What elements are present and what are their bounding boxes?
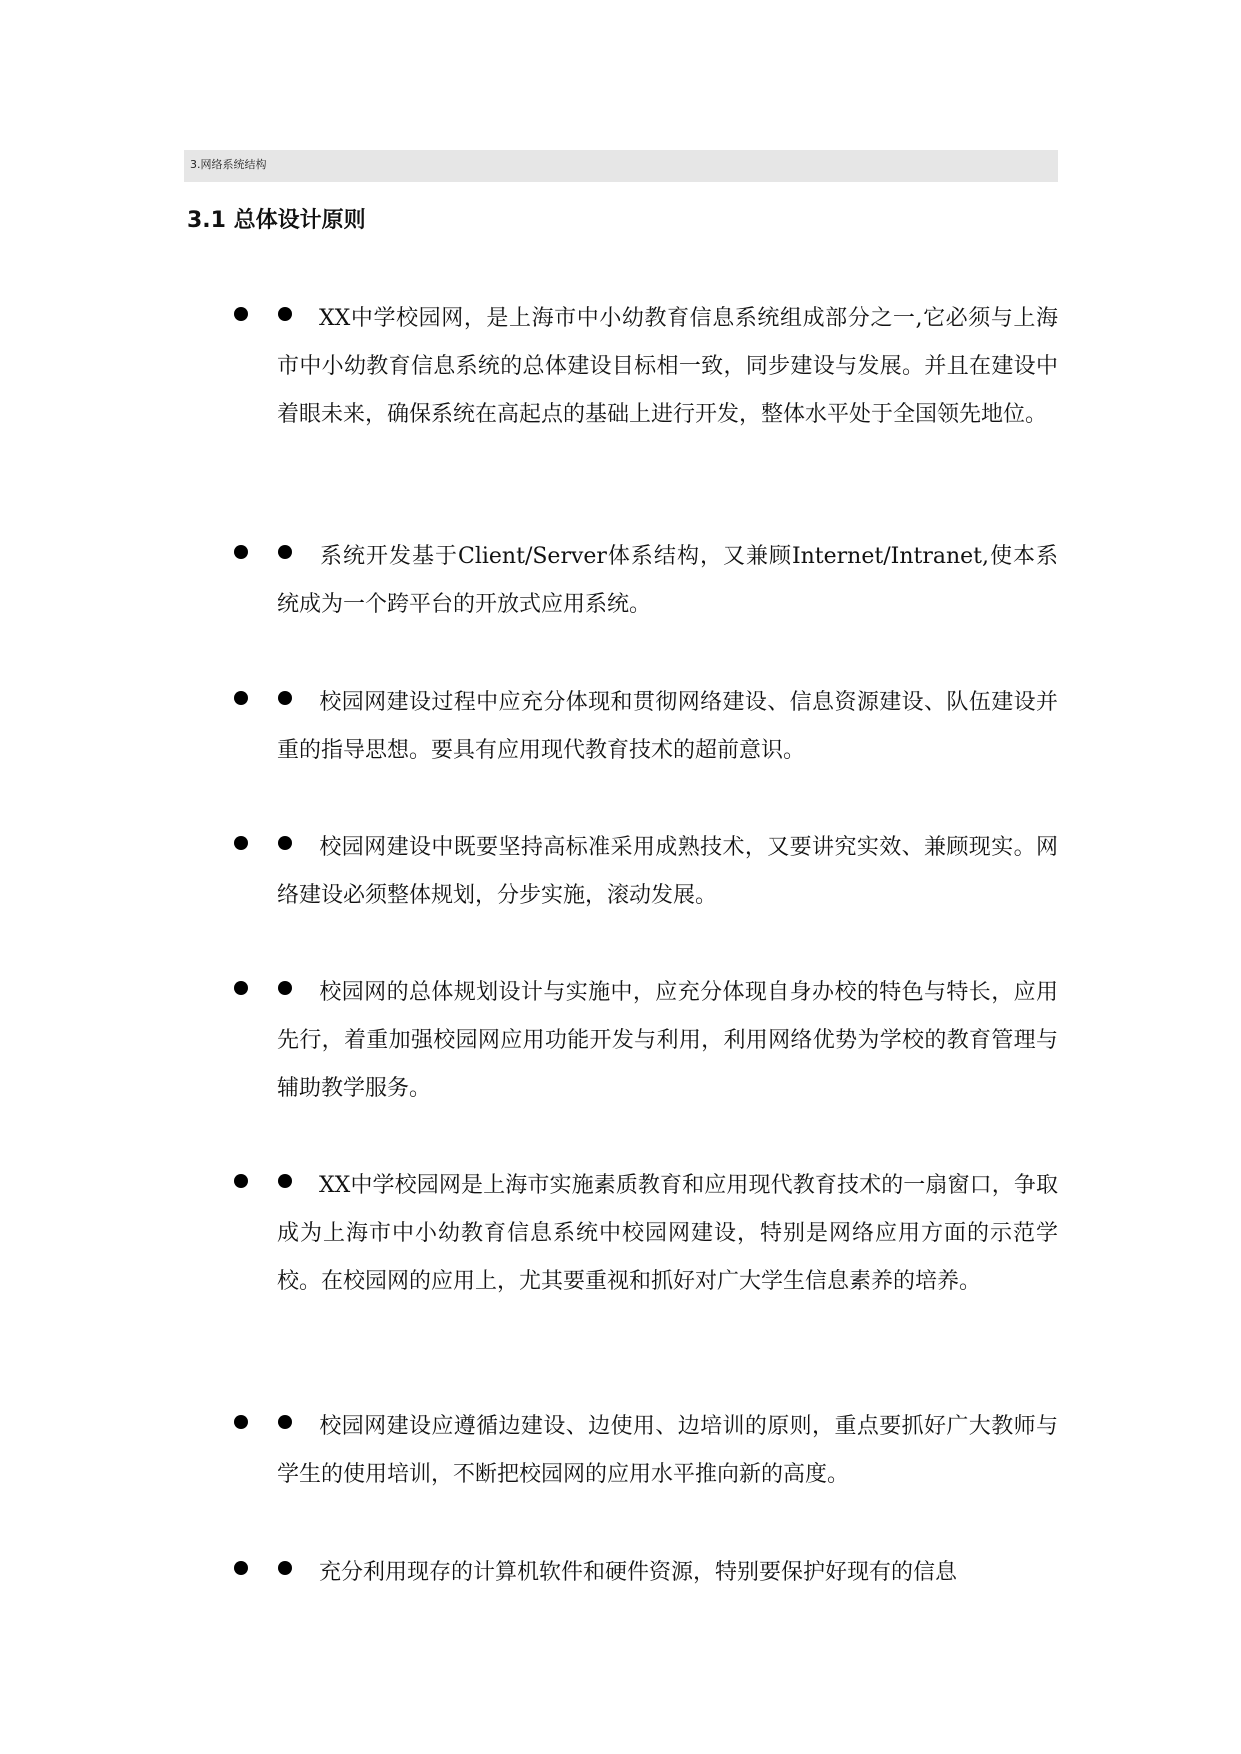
list-item-text: 校园网建设过程中应充分体现和贯彻网络建设、信息资源建设、队伍建设并重的指导思想。要具有应用现代教育技术的超前意识。 xyxy=(277,690,1058,763)
list-item-text: XX中学校园网是上海市实施素质教育和应用现代教育技术的一扇窗口，争取成为上海市中小幼教育信息系统中校园网建设，特别是网络应用方面的示范学校。在校园网的应用上，尤其要重视和抓好对广大学生信息素养的培养。 xyxy=(277,1173,1058,1294)
list-item xyxy=(230,1162,1060,1354)
list-item xyxy=(230,533,1060,629)
list-item-text: XX中学校园网，是上海市中小幼教育信息系统组成部分之一,它必须与上海市中小幼教育信息系统的总体建设目标相一致，同步建设与发展。并且在建设中着眼未来，确保系统在高起点的基础上进行开发，整体水平处于全国领先地位。 xyxy=(277,306,1058,427)
bullet-icon xyxy=(234,836,248,850)
list-item xyxy=(230,969,1060,1113)
bullet-icon xyxy=(234,1415,248,1429)
list-item xyxy=(230,1403,1060,1499)
bullet-icon xyxy=(234,1561,248,1575)
list-item xyxy=(230,824,1060,920)
list-item xyxy=(230,679,1060,775)
running-header-title: 3.网络系统结构 xyxy=(190,158,267,171)
bullet-icon xyxy=(234,545,248,559)
bullet-icon xyxy=(234,1174,248,1188)
list-item-text: 校园网建设中既要坚持高标准采用成熟技术，又要讲究实效、兼顾现实。网络建设必须整体规划，分步实施，滚动发展。 xyxy=(277,835,1058,908)
running-header xyxy=(184,150,1058,182)
list-item-text: 校园网的总体规划设计与实施中，应充分体现自身办校的特色与特长，应用先行，着重加强校园网应用功能开发与利用，利用网络优势为学校的教育管理与辅助教学服务。 xyxy=(277,980,1058,1101)
list-item xyxy=(230,295,1060,487)
bullet-icon xyxy=(234,981,248,995)
list-item-text: 充分利用现存的计算机软件和硬件资源，特别要保护好现有的信息 xyxy=(319,1560,958,1585)
list-item xyxy=(230,1549,1060,1597)
bullet-icon xyxy=(234,691,248,705)
list-item-text: 系统开发基于Client/Server体系结构，又兼顾Internet/Intranet,使本系统成为一个跨平台的开放式应用系统。 xyxy=(277,544,1058,617)
section-title: 3.1 总体设计原则 xyxy=(187,208,366,233)
bullet-icon xyxy=(234,307,248,321)
list-item-text: 校园网建设应遵循边建设、边使用、边培训的原则，重点要抓好广大教师与学生的使用培训，不断把校园网的应用水平推向新的高度。 xyxy=(277,1414,1058,1487)
